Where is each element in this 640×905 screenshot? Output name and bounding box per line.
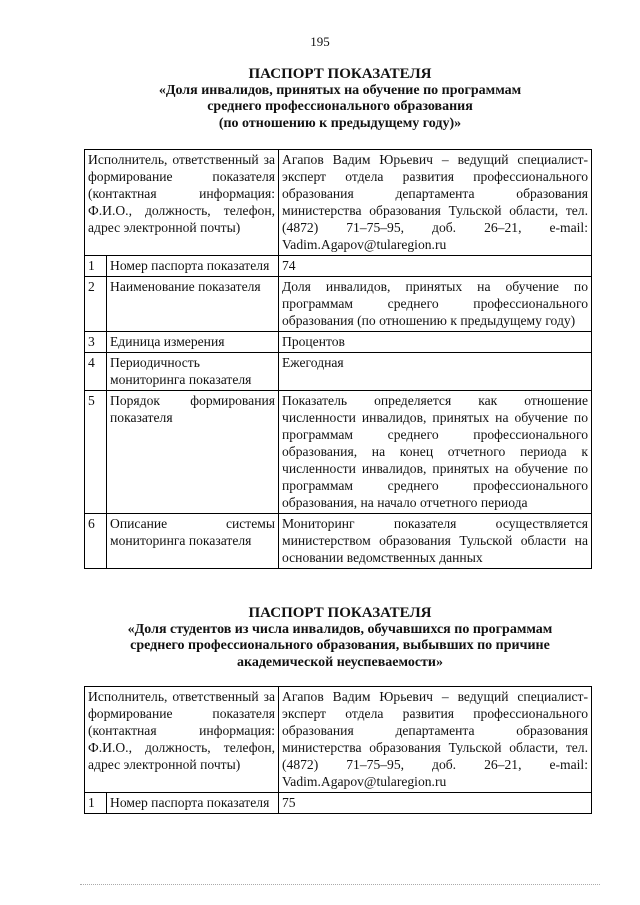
table-row (85, 256, 592, 277)
executor-value: Агапов Вадим Юрьевич – ведущий специалист-эксперт отдела развития профессионального образования департамента образования министерства образования Тульской области, тел. (4872) 71–75–95, доб. 26–21, e-mail: Vadim.Agapov@tularegion.ru (279, 687, 592, 793)
table-row (85, 793, 592, 814)
row-value: Показатель определяется как отношение численности инвалидов, принятых на обучение по программам среднего профессионального образования, на конец отчетного периода к численности инвалидов, принятых на обучение по программам среднего профессионального образования, на начало отчетного периода (279, 391, 592, 514)
passport-1-title: ПАСПОРТ ПОКАЗАТЕЛЯ (248, 66, 432, 82)
table-row (85, 277, 592, 332)
table-row (85, 391, 592, 514)
row-label: Единица измерения (107, 332, 279, 353)
executor-label: Исполнитель, ответственный за формирование показателя (контактная информация: Ф.И.О., должность, телефон, адрес электронной почты) (85, 687, 279, 793)
executor-label: Исполнитель, ответственный за формирование показателя (контактная информация: Ф.И.О., должность, телефон, адрес электронной почты) (85, 150, 279, 256)
row-value: 74 (279, 256, 592, 277)
scan-artifact-divider (80, 884, 600, 885)
row-number: 3 (85, 332, 107, 353)
row-value: 75 (279, 793, 592, 814)
row-value: Процентов (279, 332, 592, 353)
passport-2-heading (70, 605, 610, 671)
row-label: Номер паспорта показателя (107, 793, 279, 814)
row-number: 6 (85, 514, 107, 569)
row-value: Доля инвалидов, принятых на обучение по программам среднего профессионального образования (по отношению к предыдущему году) (279, 277, 592, 332)
passport-1-subtitle-line: «Доля инвалидов, принятых на обучение по программам (158, 82, 522, 98)
passport-1-subtitle-line: (по отношению к предыдущему году)» (218, 115, 462, 131)
passport-1-table (84, 149, 592, 569)
row-value: Ежегодная (279, 353, 592, 391)
passport-1-subtitle-line: среднего профессионального образования (207, 99, 473, 114)
passport-2-subtitle-line: «Доля студентов из числа инвалидов, обучавшихся по программам (127, 621, 553, 637)
row-label: Порядок формирования показателя (107, 391, 279, 514)
table-row (85, 353, 592, 391)
passport-2-subtitle-line: среднего профессионального образования, выбывших по причине (130, 638, 550, 653)
row-value: Мониторинг показателя осуществляется министерством образования Тульской области на основании ведомственных данных (279, 514, 592, 569)
row-label: Периодичность мониторинга показателя (107, 353, 279, 391)
row-number: 1 (85, 256, 107, 277)
table-row (85, 150, 592, 256)
table-row (85, 332, 592, 353)
page-number: 195 (310, 34, 330, 49)
passport-2-title: ПАСПОРТ ПОКАЗАТЕЛЯ (248, 605, 432, 621)
passport-2-subtitle-line: академической неуспеваемости» (237, 654, 443, 670)
row-label: Наименование показателя (107, 277, 279, 332)
row-number: 2 (85, 277, 107, 332)
passport-2-table (84, 686, 592, 814)
row-label: Описание системы мониторинга показателя (107, 514, 279, 569)
executor-value: Агапов Вадим Юрьевич – ведущий специалист-эксперт отдела развития профессионального образования департамента образования министерства образования Тульской области, тел. (4872) 71–75–95, доб. 26–21, e-mail: Vadim.Agapov@tularegion.ru (279, 150, 592, 256)
row-number: 5 (85, 391, 107, 514)
row-number: 4 (85, 353, 107, 391)
row-label: Номер паспорта показателя (107, 256, 279, 277)
table-row (85, 687, 592, 793)
passport-1-heading (70, 66, 610, 132)
row-number: 1 (85, 793, 107, 814)
table-row (85, 514, 592, 569)
